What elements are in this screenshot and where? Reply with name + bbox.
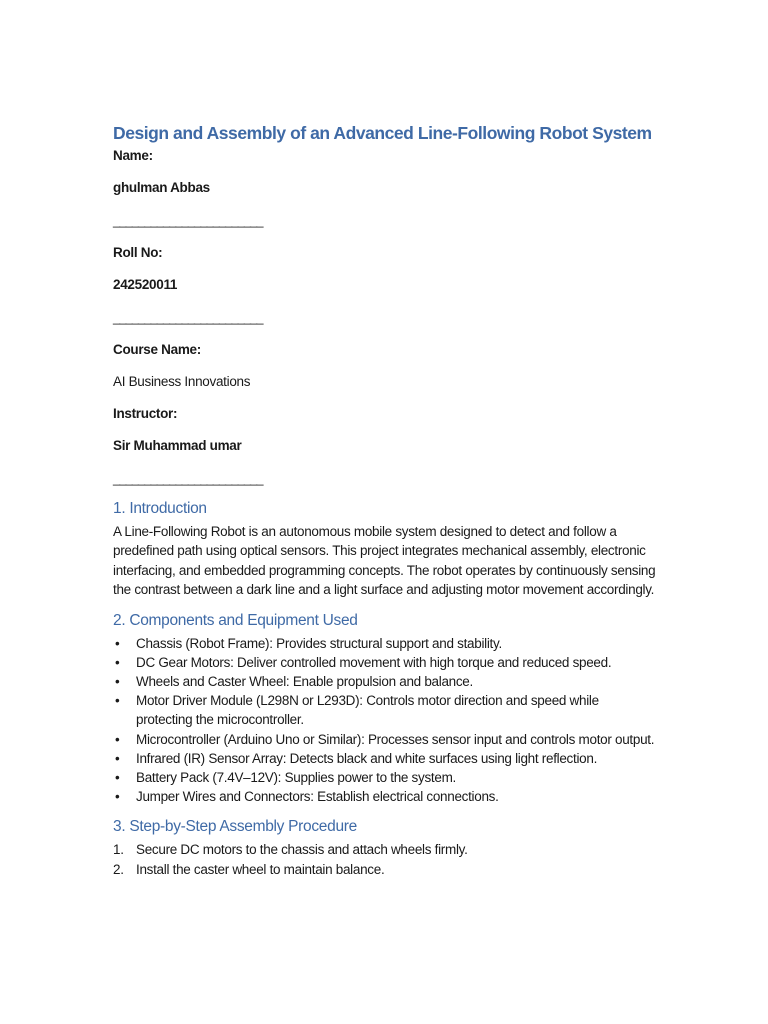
bullet-icon: • [115,731,120,747]
document-title: Design and Assembly of an Advanced Line-Following Robot System [113,123,652,143]
list-item [113,634,658,653]
course-label: Course Name: [113,342,201,357]
separator-line: ________________________ [113,213,263,228]
list-item-text: Chassis (Robot Frame): Provides structural support and stability. [136,635,502,651]
assembly-steps-list [113,840,658,878]
section-heading-introduction: 1. Introduction [113,500,207,517]
list-item-text: Infrared (IR) Sensor Array: Detects black and white surfaces using light reflection. [136,750,598,766]
roll-label: Roll No: [113,245,163,260]
bullet-icon: • [115,635,120,651]
list-item [113,768,658,787]
list-item [113,787,658,806]
list-item [113,653,658,672]
components-list [113,634,658,807]
list-item-text: Microcontroller (Arduino Uno or Similar): Processes sensor input and controls motor output. [136,731,655,747]
roll-value: 242520011 [113,277,178,292]
section-heading-assembly: 3. Step-by-Step Assembly Procedure [113,818,357,836]
introduction-paragraph: A Line-Following Robot is an autonomous mobile system designed to detect and follow a predefined path using optical sensors. This project integrates mechanical assembly, electronic interfacing, and embedded programming concepts. The robot operates by continuously sensing the contrast between a dark line and a light surface and adjusting motor movement accordingly. [113,524,656,598]
bullet-icon: • [115,789,120,805]
document-content [113,119,658,879]
name-label: Name: [113,148,153,163]
list-item [113,730,658,749]
bullet-icon: • [115,750,120,766]
bullet-icon: • [115,693,120,709]
instructor-value: Sir Muhammad umar [113,438,242,453]
list-item-text: DC Gear Motors: Deliver controlled movement with high torque and reduced speed. [136,654,612,670]
bullet-icon: • [115,770,120,786]
list-item-text: Jumper Wires and Connectors: Establish electrical connections. [136,789,499,805]
bullet-icon: • [115,674,120,690]
list-item-text: Secure DC motors to the chassis and attach wheels firmly. [136,842,468,858]
name-value: ghulman Abbas [113,180,210,195]
step-number: 2. [113,861,124,877]
list-item [113,691,658,729]
list-item [113,749,658,768]
course-value: AI Business Innovations [113,374,251,389]
list-item [113,840,658,859]
list-item-text: Wheels and Caster Wheel: Enable propulsion and balance. [136,674,473,690]
section-heading-components: 2. Components and Equipment Used [113,611,358,629]
instructor-label: Instructor: [113,406,178,421]
list-item-text: Motor Driver Module (L298N or L293D): Controls motor direction and speed while protecting the microcontroller. [136,693,599,728]
step-number: 1. [113,842,124,858]
list-item [113,860,658,879]
separator-line: ________________________ [113,310,263,325]
list-item-text: Install the caster wheel to maintain balance. [136,861,385,877]
bullet-icon: • [115,654,120,670]
separator-line: ________________________ [113,471,263,486]
list-item-text: Battery Pack (7.4V–12V): Supplies power to the system. [136,770,456,786]
list-item [113,672,658,691]
